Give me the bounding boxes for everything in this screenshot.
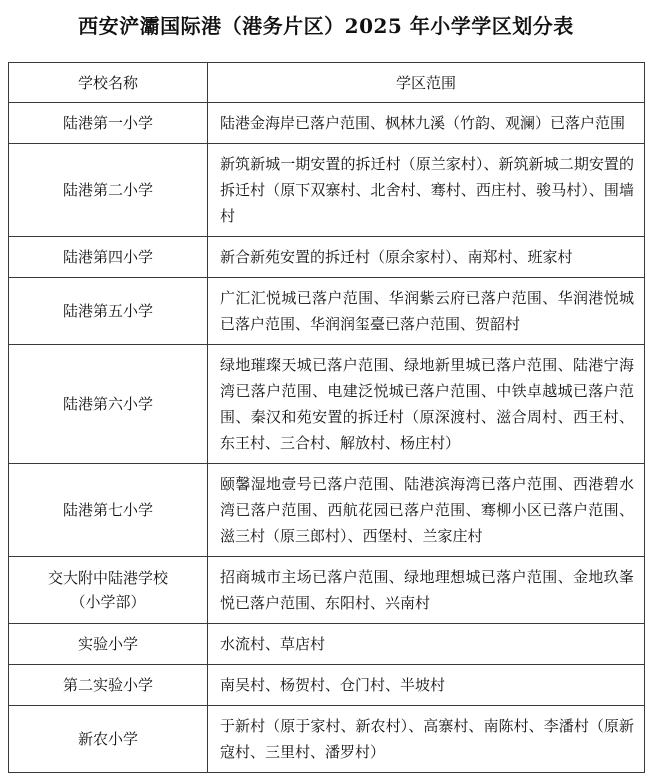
school-name: 陆港第五小学 <box>62 302 153 320</box>
page-title: 西安浐灞国际港（港务片区）2025 年小学学区划分表 <box>78 14 574 38</box>
district-range-cell: 陆港金海岸已落户范围、枫林九溪（竹韵、观澜）已落户范围 <box>208 103 645 144</box>
school-name-cell <box>9 557 208 624</box>
table-row <box>9 624 645 665</box>
table-row <box>9 557 645 624</box>
district-range-cell: 于新村（原于家村、新农村）、高寨村、南陈村、李潘村（原新寇村、三里村、潘罗村） <box>208 706 645 773</box>
school-name: 陆港第一小学 <box>62 114 153 132</box>
district-range-cell: 招商城市主场已落户范围、绿地理想城已落户范围、金地玖峯悦已落户范围、东阳村、兴南村 <box>208 557 645 624</box>
table-row <box>9 237 645 278</box>
school-name-cell <box>9 345 208 464</box>
school-name-cell <box>9 103 208 144</box>
table-row <box>9 345 645 464</box>
school-name-cell <box>9 278 208 345</box>
school-name: 陆港第六小学 <box>62 395 153 413</box>
school-name-cell <box>9 464 208 557</box>
district-range-cell: 新筑新城一期安置的拆迁村（原兰家村）、新筑新城二期安置的拆迁村（原下双寨村、北舍村、骞村、西庄村、骏马村）、围墙村 <box>208 144 645 237</box>
table-row <box>9 665 645 706</box>
school-name: 交大附中陆港学校 <box>47 569 168 587</box>
table-header-row <box>9 63 645 103</box>
table-row <box>9 706 645 773</box>
school-name: 实验小学 <box>77 635 138 653</box>
district-range-cell: 新合新苑安置的拆迁村（原余家村）、南郑村、班家村 <box>208 237 645 278</box>
school-name-cell <box>9 706 208 773</box>
school-name-cell <box>9 624 208 665</box>
column-header-school-name: 学校名称 <box>9 63 208 103</box>
school-district-table <box>8 62 645 773</box>
table-row <box>9 144 645 237</box>
school-name: 陆港第七小学 <box>62 501 153 519</box>
district-range-cell: 绿地璀璨天城已落户范围、绿地新里城已落户范围、陆港宁海湾已落户范围、电建泛悦城已落户范围、中铁卓越城已落户范围、秦汉和苑安置的拆迁村（原深渡村、滋合周村、西王村、东王村、三合村、解放村、杨庄村） <box>208 345 645 464</box>
district-range-cell: 广汇汇悦城已落户范围、华润紫云府已落户范围、华润港悦城已落户范围、华润润玺臺已落户范围、贺韶村 <box>208 278 645 345</box>
school-name-line2: （小学部） <box>70 593 146 611</box>
school-name: 陆港第四小学 <box>62 248 153 266</box>
school-name-cell <box>9 665 208 706</box>
district-range-cell: 颐馨湿地壹号已落户范围、陆港滨海湾已落户范围、西港碧水湾已落户范围、西航花园已落户范围、骞柳小区已落户范围、滋三村（原三郎村）、西堡村、兰家庄村 <box>208 464 645 557</box>
school-name: 第二实验小学 <box>62 676 153 694</box>
column-header-district-range: 学区范围 <box>208 63 645 103</box>
school-name-cell <box>9 144 208 237</box>
table-row <box>9 278 645 345</box>
district-range-cell: 水流村、草店村 <box>208 624 645 665</box>
school-name: 新农小学 <box>77 730 138 748</box>
school-name-cell <box>9 237 208 278</box>
table-row <box>9 464 645 557</box>
table-body <box>9 103 645 773</box>
school-name: 陆港第二小学 <box>62 181 153 199</box>
district-range-cell: 南吴村、杨贺村、仓门村、半坡村 <box>208 665 645 706</box>
table-row <box>9 103 645 144</box>
